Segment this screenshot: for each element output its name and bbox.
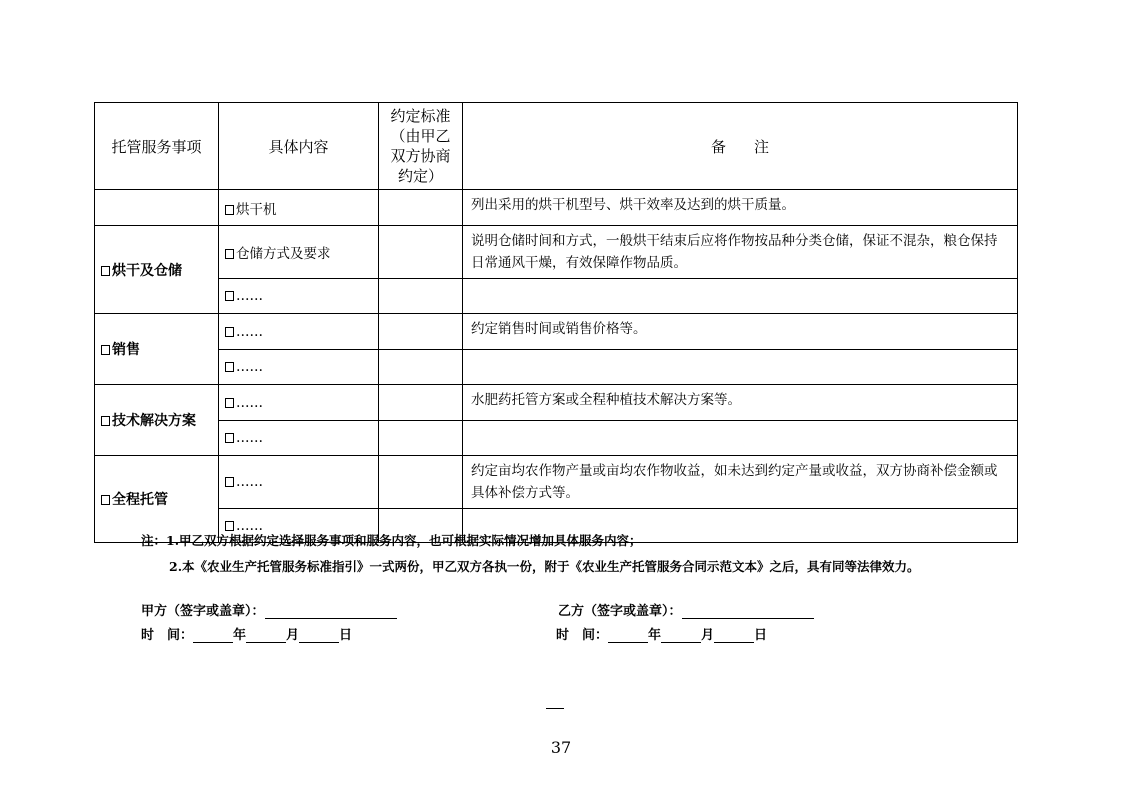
table-row (95, 421, 1018, 456)
table-row (95, 314, 1018, 350)
header-remarks-label: 备注 (710, 137, 797, 156)
table-row (95, 190, 1018, 226)
content-cell (219, 350, 379, 385)
category-label: 销售 (112, 342, 140, 358)
content-label: …… (236, 474, 263, 490)
party-a-day-field[interactable] (299, 628, 339, 643)
content-cell (219, 279, 379, 314)
content-cell (219, 385, 379, 421)
party-b-month-field[interactable] (661, 628, 701, 643)
checkbox[interactable] (101, 345, 110, 355)
content-cell (219, 421, 379, 456)
table-row (95, 456, 1018, 509)
content-label: …… (236, 359, 263, 375)
category-label: 技术解决方案 (112, 413, 196, 429)
category-cell (95, 314, 219, 385)
party-a-month-field[interactable] (246, 628, 286, 643)
checkbox[interactable] (225, 327, 234, 337)
table-row (95, 226, 1018, 279)
remark-cell: 约定销售时间或销售价格等。 (463, 314, 1018, 350)
checkbox[interactable] (225, 433, 234, 443)
content-label: …… (236, 288, 263, 304)
party-b-label: 乙方（签字或盖章）： (558, 604, 682, 619)
category-label: 全程托管 (112, 492, 168, 508)
service-standard-table (94, 102, 1018, 543)
checkbox[interactable] (101, 416, 110, 426)
remark-cell (463, 350, 1018, 385)
standard-cell (379, 350, 463, 385)
content-label: …… (236, 430, 263, 446)
page-number-dash (546, 708, 564, 709)
party-a-year-field[interactable] (193, 628, 233, 643)
table-row (95, 385, 1018, 421)
content-cell (219, 314, 379, 350)
party-b-signature-line[interactable] (682, 604, 814, 619)
standard-cell (379, 226, 463, 279)
header-standard-line: （由甲乙 (390, 127, 451, 145)
category-label: 烘干及仓储 (112, 262, 182, 279)
month-label: 月 (286, 628, 300, 643)
remark-cell (463, 279, 1018, 314)
checkbox[interactable] (225, 291, 234, 301)
page-number: 37 (550, 738, 572, 757)
checkbox[interactable] (225, 477, 234, 487)
content-cell (219, 190, 379, 226)
checkbox[interactable] (225, 362, 234, 372)
remark-cell: 说明仓储时间和方式，一般烘干结束后应将作物按品种分类仓储，保证不混杂，粮仓保持日常通风干燥，有效保障作物品质。 (463, 226, 1018, 279)
content-label: 仓储方式及要求 (236, 246, 331, 262)
party-b-day-field[interactable] (714, 628, 754, 643)
header-standard-line: 约定标准 (390, 107, 451, 125)
standard-cell (379, 385, 463, 421)
table-row (95, 279, 1018, 314)
header-standard-line: 双方协商 (390, 147, 451, 165)
year-label: 年 (233, 628, 247, 643)
content-cell (219, 226, 379, 279)
party-b-date (556, 624, 767, 643)
party-a-signature-line[interactable] (265, 604, 397, 619)
standard-cell (379, 456, 463, 509)
checkbox[interactable] (225, 398, 234, 408)
content-label: …… (236, 517, 263, 534)
remark-cell: 水肥药托管方案或全程种植技术解决方案等。 (463, 385, 1018, 421)
content-label: …… (236, 394, 263, 411)
header-standard (379, 103, 463, 190)
standard-cell (379, 314, 463, 350)
category-cell (95, 385, 219, 456)
checkbox[interactable] (101, 495, 110, 505)
party-b-year-field[interactable] (608, 628, 648, 643)
footnote-2: 2.本《农业生产托管服务标准指引》一式两份，甲乙双方各执一份，附于《农业生产托管服务合同示范文本》之后，具有同等法律效力。 (169, 559, 920, 574)
remark-cell: 列出采用的烘干机型号、烘干效率及达到的烘干质量。 (463, 190, 1018, 226)
content-label: 烘干机 (236, 201, 277, 218)
standard-cell (379, 421, 463, 456)
party-a-label: 甲方（签字或盖章）： (141, 604, 265, 619)
standard-cell (379, 279, 463, 314)
party-b-signature (558, 600, 814, 619)
header-remarks (463, 103, 1018, 190)
party-b-time-label: 时 间： (556, 628, 609, 643)
checkbox[interactable] (101, 266, 110, 276)
footnotes (141, 528, 920, 580)
header-standard-line: 约定） (397, 167, 443, 185)
table-row (95, 350, 1018, 385)
party-a-date (141, 624, 352, 643)
content-label: …… (236, 323, 263, 340)
day-label: 日 (339, 628, 353, 643)
category-cell-empty (95, 190, 219, 226)
checkbox[interactable] (225, 205, 234, 215)
standard-cell (379, 190, 463, 226)
month-label: 月 (701, 628, 715, 643)
remark-cell (463, 421, 1018, 456)
remark-cell: 约定亩均农作物产量或亩均农作物收益，如未达到约定产量或收益，双方协商补偿金额或具体补偿方式等。 (463, 456, 1018, 509)
category-cell (95, 226, 219, 314)
table-header-row (95, 103, 1018, 190)
footnote-1: 注：1.甲乙双方根据约定选择服务事项和服务内容，也可根据实际情况增加具体服务内容； (141, 533, 642, 548)
party-a-time-label: 时 间： (141, 628, 194, 643)
party-a-signature (141, 600, 397, 619)
day-label: 日 (754, 628, 768, 643)
year-label: 年 (648, 628, 662, 643)
checkbox[interactable] (225, 249, 234, 259)
content-cell (219, 456, 379, 509)
header-content: 具体内容 (219, 103, 379, 190)
header-service-item: 托管服务事项 (95, 103, 219, 190)
